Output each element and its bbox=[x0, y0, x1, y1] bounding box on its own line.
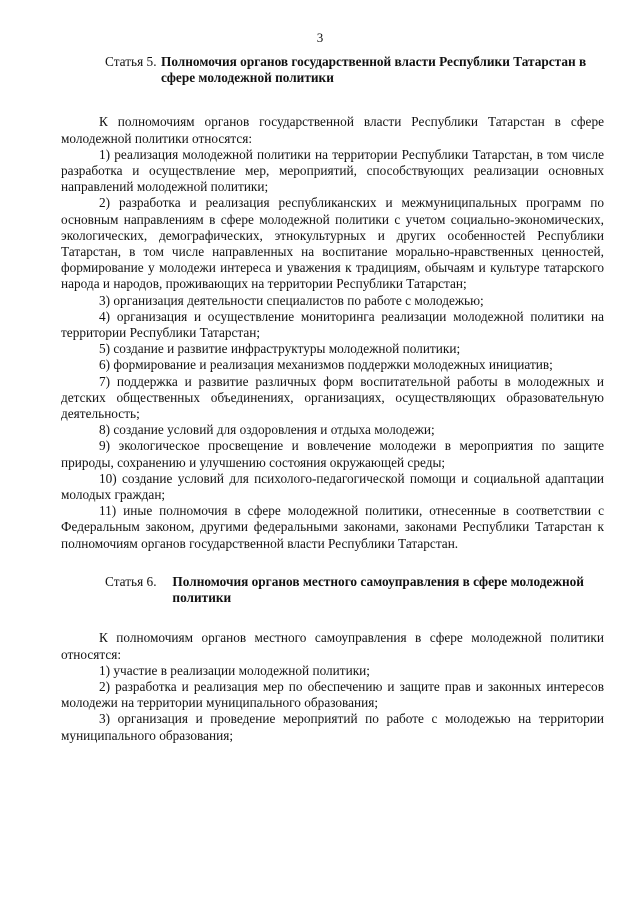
list-item: 4) организация и осуществление мониторинга реализации молодежной политики на территории Республики Татарстан; bbox=[61, 308, 604, 341]
article-5-label: Статья 5. bbox=[105, 54, 157, 69]
list-item: 5) создание и развитие инфраструктуры молодежной политики; bbox=[99, 341, 461, 357]
list-item: 9) экологическое просвещение и вовлечение молодежи в мероприятия по защите природы, сохранению и улучшению состояния окружающей среды; bbox=[61, 438, 604, 470]
article-5-heading bbox=[105, 54, 604, 86]
list-item: 7) поддержка и развитие различных форм воспитательной работы в молодежных и детских общественных объединениях, организациях, осуществляющих образовательную деятельность; bbox=[61, 373, 604, 422]
list-item: 2) разработка и реализация республиканских и межмуниципальных программ по основным направлениям в сфере молодежной политики с учетом социально-экономических, экологических, демографических, этнокультурных и других особенностей Республики Татарстан, в том числе направленных на воспитание морально-нравственных ценностей, формирование у молодежи интереса и уважения к традициям, обычаям и культуре татарского народа и народов, проживающих на территории Республики Татарстан; bbox=[61, 195, 604, 292]
article-5-title: Полномочия органов государственной власти Республики Татарстан в сфере молодежной политики bbox=[160, 54, 587, 86]
article-6-title: Полномочия органов местного самоуправления в сфере молодежной политики bbox=[172, 573, 584, 606]
list-item: 8) создание условий для оздоровления и отдыха молодежи; bbox=[99, 422, 435, 438]
list-item: 1) участие в реализации молодежной политики; bbox=[99, 662, 370, 678]
list-item: 1) реализация молодежной политики на территории Республики Татарстан, в том числе разработка и осуществление мер, мероприятий, способствующих реализации основных направлений молодежной политики; bbox=[61, 146, 604, 195]
article-6-list bbox=[61, 663, 604, 744]
list-item: 6) формирование и реализация механизмов поддержки молодежных инициатив; bbox=[99, 357, 553, 373]
list-item: 3) организация деятельности специалистов по работе с молодежью; bbox=[99, 292, 484, 308]
list-item: 11) иные полномочия в сфере молодежной политики, отнесенные в соответствии с Федеральным законом, другими федеральными законами, законами Республики Татарстан к полномочиям органов государственной власти Республики Татарстан. bbox=[61, 503, 604, 551]
list-item: 10) создание условий для психолого-педагогической помощи и социальной адаптации молодых граждан; bbox=[61, 470, 604, 503]
page-number: 3 bbox=[316, 30, 324, 45]
article-6-intro: К полномочиям органов местного самоуправления в сфере молодежной политики относятся: bbox=[61, 630, 604, 662]
article-6-label: Статья 6. bbox=[105, 573, 157, 589]
list-item: 2) разработка и реализация мер по обеспечению и защите прав и законных интересов молодежи на территории муниципального образования; bbox=[61, 678, 604, 711]
article-5-intro: К полномочиям органов государственной власти Республики Татарстан в сфере молодежной политики относятся: bbox=[61, 114, 604, 146]
document-body bbox=[61, 54, 604, 744]
article-6-heading bbox=[105, 574, 604, 606]
list-item: 3) организация и проведение мероприятий по работе с молодежью на территории муниципального образования; bbox=[61, 711, 604, 743]
article-5-list bbox=[61, 147, 604, 552]
